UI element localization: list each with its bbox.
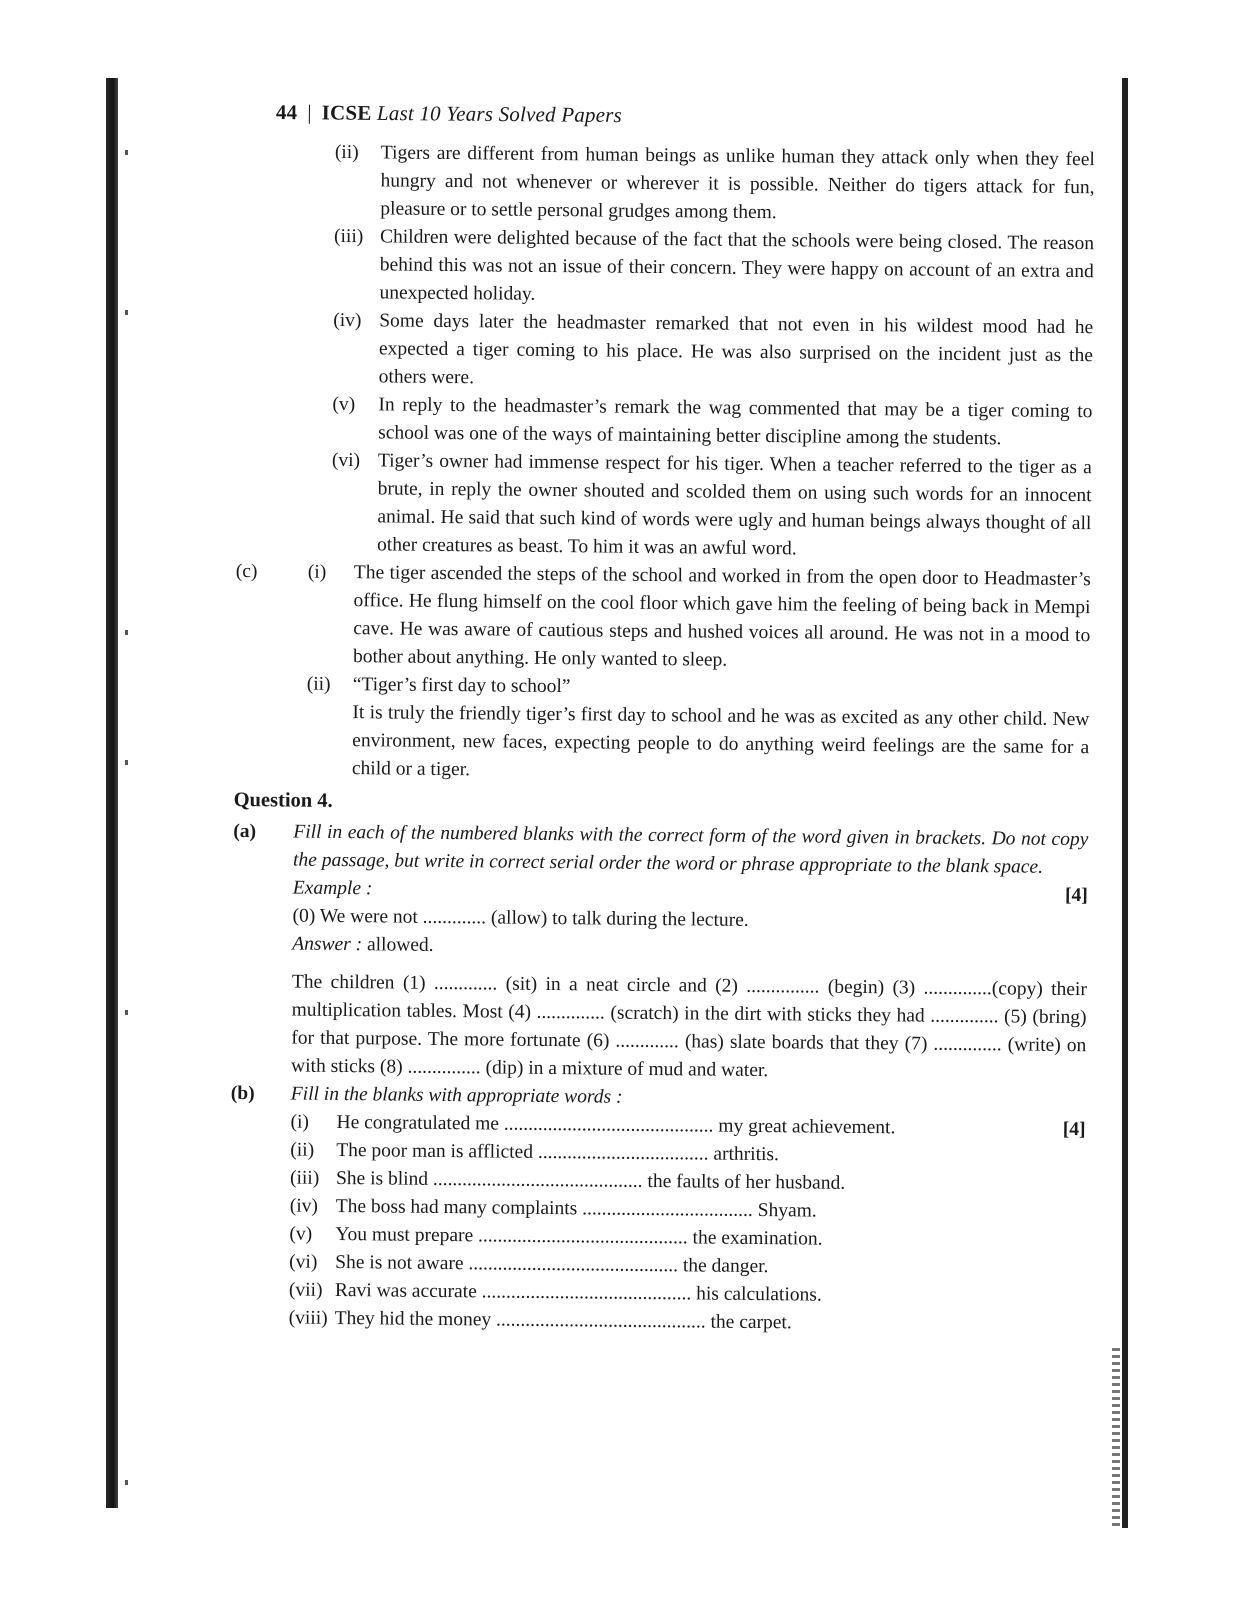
- example-line: (0) We were not ............. (allow) to talk during the lecture.: [292, 905, 749, 931]
- example-label: Example :: [292, 877, 373, 900]
- book-title-rest: Last 10 Years Solved Papers: [376, 100, 623, 128]
- answer-text: allowed.: [366, 934, 434, 956]
- blank-list: [289, 1109, 1086, 1341]
- page-number: 44: [275, 100, 298, 125]
- item-text: Some days later the headmaster remarked that not even in his wildest mood had he expected a tiger coming to his place. He was also surprised on the incident just as the others were.: [378, 310, 1094, 389]
- answer-item: [333, 307, 1094, 398]
- answer-item: [332, 391, 1093, 454]
- item-number: (i): [290, 1111, 310, 1133]
- book-title-icse: ICSE: [321, 100, 372, 125]
- list-item: (iii) She is blind ........................................... the faults of her husband.: [290, 1165, 1085, 1201]
- answer-item: [334, 139, 1095, 230]
- answer-c-i: [235, 558, 1091, 678]
- item-text: It is truly the friendly tiger’s first day to school and he was as excited as any other child. New environment, new faces, expecting people to do anything weird feelings are the same for a child or a tiger.: [351, 702, 1090, 781]
- item-number: (viii): [288, 1307, 328, 1329]
- item-number: (vii): [288, 1279, 323, 1301]
- item-text: In reply to the headmaster’s remark the wag commented that may be a tiger coming to school was one of the ways of maintaining better discipline among the students.: [378, 394, 1093, 450]
- marks-badge: [4]: [1062, 1118, 1086, 1141]
- answer-b-list: [236, 138, 1095, 566]
- item-number: (ii): [334, 141, 359, 164]
- item-number: (vi): [289, 1251, 318, 1273]
- list-item: (iv) The boss had many complaints ................................... Shyam.: [290, 1193, 1085, 1229]
- answer-item: [331, 447, 1092, 566]
- item-number: (i): [307, 561, 327, 583]
- list-item: (v) You must prepare ........................................... the examination.: [289, 1221, 1084, 1257]
- marks-badge: [4]: [1064, 884, 1088, 907]
- item-number: (ii): [290, 1139, 315, 1161]
- answer-label: Answer :: [292, 933, 363, 956]
- question-heading: Question 4.: [233, 788, 333, 812]
- list-item: (vii) Ravi was accurate ........................................... his calculations.: [289, 1277, 1084, 1313]
- item-title: “Tiger’s first day to school”: [352, 674, 571, 698]
- list-item: (vi) She is not aware ........................................... the danger.: [289, 1249, 1084, 1285]
- answer-item: [333, 223, 1094, 314]
- list-item: (ii) The poor man is afflicted ................................... arthritis.: [290, 1137, 1085, 1173]
- page-content: [229, 138, 1095, 1340]
- passage-text: The children (1) ............. (sit) in a neat circle and (2) ............... (begin) (3) ..............(copy) their multiplication tables. Most (4) .............. (scratch) in the dirt with sticks they had .............. (5) (bring) for that purpose. The more fortunate (6) ............. (has) slate boards that they (7) .............. (write) on with sticks (8) ............... (dip) in a mixture of mud and water.: [290, 971, 1087, 1082]
- section-label: (b): [230, 1082, 255, 1105]
- question-4b: [229, 1080, 1086, 1340]
- header-separator: |: [307, 100, 312, 125]
- item-text: Tigers are different from human beings as unlike human they attack only when they feel hungry and not whenever or wherever it is possible. Neither do tigers attack for fun, pleasure or to settle personal grudges among them.: [380, 142, 1095, 224]
- item-number: (v): [289, 1223, 313, 1245]
- scan-specks: [125, 110, 135, 1510]
- item-number: (iii): [333, 225, 364, 248]
- instruction-text: Fill in the blanks with appropriate words :: [290, 1083, 623, 1108]
- item-text: Tiger’s owner had immense respect for his tiger. When a teacher referred to the tiger as a brute, in reply the owner shouted and scolded them on using such words for an innocent animal. He said that such kind of words were ugly and human beings always thought of all other creatures as beast. To him it was an awful word.: [377, 450, 1092, 560]
- item-number: (iii): [289, 1167, 320, 1189]
- section-label: (c): [235, 560, 258, 583]
- page-header: [276, 100, 622, 128]
- item-number: (v): [332, 393, 356, 416]
- list-item: (i) He congratulated me ........................................... my great achievement. [4]: [290, 1109, 1085, 1145]
- answer-c: [234, 558, 1091, 790]
- item-number: (ii): [306, 673, 331, 695]
- item-number: (iv): [289, 1195, 319, 1217]
- item-number: (iv): [333, 309, 362, 332]
- scan-edge-left: [106, 78, 118, 1508]
- item-text: The tiger ascended the steps of the school and worked in from the open door to Headmaster’s office. He flung himself on the cool floor which gave him the feeling of being back in Mempi cave. He was aware of cautious steps and hushed voices all around. He was not in a mood to bother about anything. He only wanted to sleep.: [352, 562, 1091, 671]
- scan-edge-right: [1122, 78, 1128, 1528]
- item-number: (vi): [331, 449, 361, 472]
- question-4a: [231, 818, 1088, 1088]
- item-text: Children were delighted because of the fact that the schools were being closed. The reason behind this was not an issue of their concern. They were happy on account of an extra and unexpected holiday.: [379, 226, 1095, 305]
- instruction-text: Fill in each of the numbered blanks with the correct form of the word given in brackets. Do not copy the passage, but write in correct serial order the word or phrase appropriate to the blank space.: [292, 821, 1089, 878]
- list-item: (viii) They hid the money ........................................... the carpet.: [289, 1305, 1084, 1341]
- section-label: (a): [233, 820, 257, 843]
